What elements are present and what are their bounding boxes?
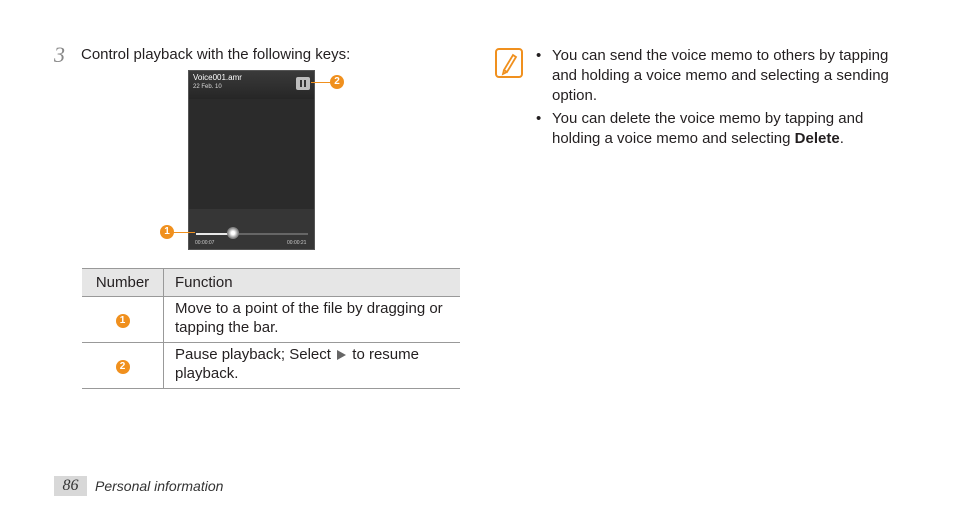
step-text: Control playback with the following keys: bbox=[81, 46, 351, 63]
note-pencil-icon bbox=[495, 48, 523, 78]
callout-2-leader bbox=[311, 82, 331, 83]
callout-1-leader bbox=[173, 232, 195, 233]
row-function-cell bbox=[164, 343, 461, 389]
header-number: Number bbox=[82, 269, 164, 297]
time-total: 00:00:21 bbox=[287, 240, 307, 246]
notes-list bbox=[536, 46, 906, 152]
note-text: You can send the voice memo to others by tapping and holding a voice memo and selecting a sending option. bbox=[552, 47, 889, 104]
row-number-cell bbox=[82, 297, 164, 343]
callout-2-badge: 2 bbox=[116, 360, 130, 374]
page-number: 86 bbox=[54, 476, 87, 496]
row-number-cell bbox=[82, 343, 164, 389]
note-text-suffix: . bbox=[839, 130, 844, 147]
note-text-prefix: You can delete the voice memo by tapping and holding a voice memo and selecting bbox=[552, 110, 864, 147]
voice-recorder-screenshot bbox=[188, 70, 315, 250]
note-item bbox=[536, 109, 906, 149]
time-current: 00:00:07 bbox=[195, 240, 215, 246]
callout-1: 1 bbox=[160, 225, 174, 239]
file-date: 22 Feb. 10 bbox=[193, 84, 222, 90]
function-table bbox=[82, 268, 460, 389]
callout-2: 2 bbox=[330, 75, 344, 89]
row-function-cell: Move to a point of the file by dragging or tapping the bar. bbox=[164, 297, 461, 343]
callout-1-badge: 1 bbox=[116, 314, 130, 328]
step-number: 3 bbox=[54, 42, 65, 67]
delete-keyword: Delete bbox=[794, 130, 840, 147]
progress-knob bbox=[227, 227, 239, 239]
file-name: Voice001.amr bbox=[193, 73, 242, 82]
table-row bbox=[82, 343, 460, 389]
table-header-row bbox=[82, 269, 460, 297]
pause-icon bbox=[296, 77, 310, 90]
note-item bbox=[536, 46, 906, 106]
section-title: Personal information bbox=[95, 478, 224, 494]
table-row bbox=[82, 297, 460, 343]
play-icon bbox=[337, 350, 346, 360]
function-text-prefix: Pause playback; Select bbox=[175, 346, 331, 363]
header-function: Function bbox=[164, 269, 461, 297]
function-text-suffix: to resume playback. bbox=[175, 346, 419, 382]
